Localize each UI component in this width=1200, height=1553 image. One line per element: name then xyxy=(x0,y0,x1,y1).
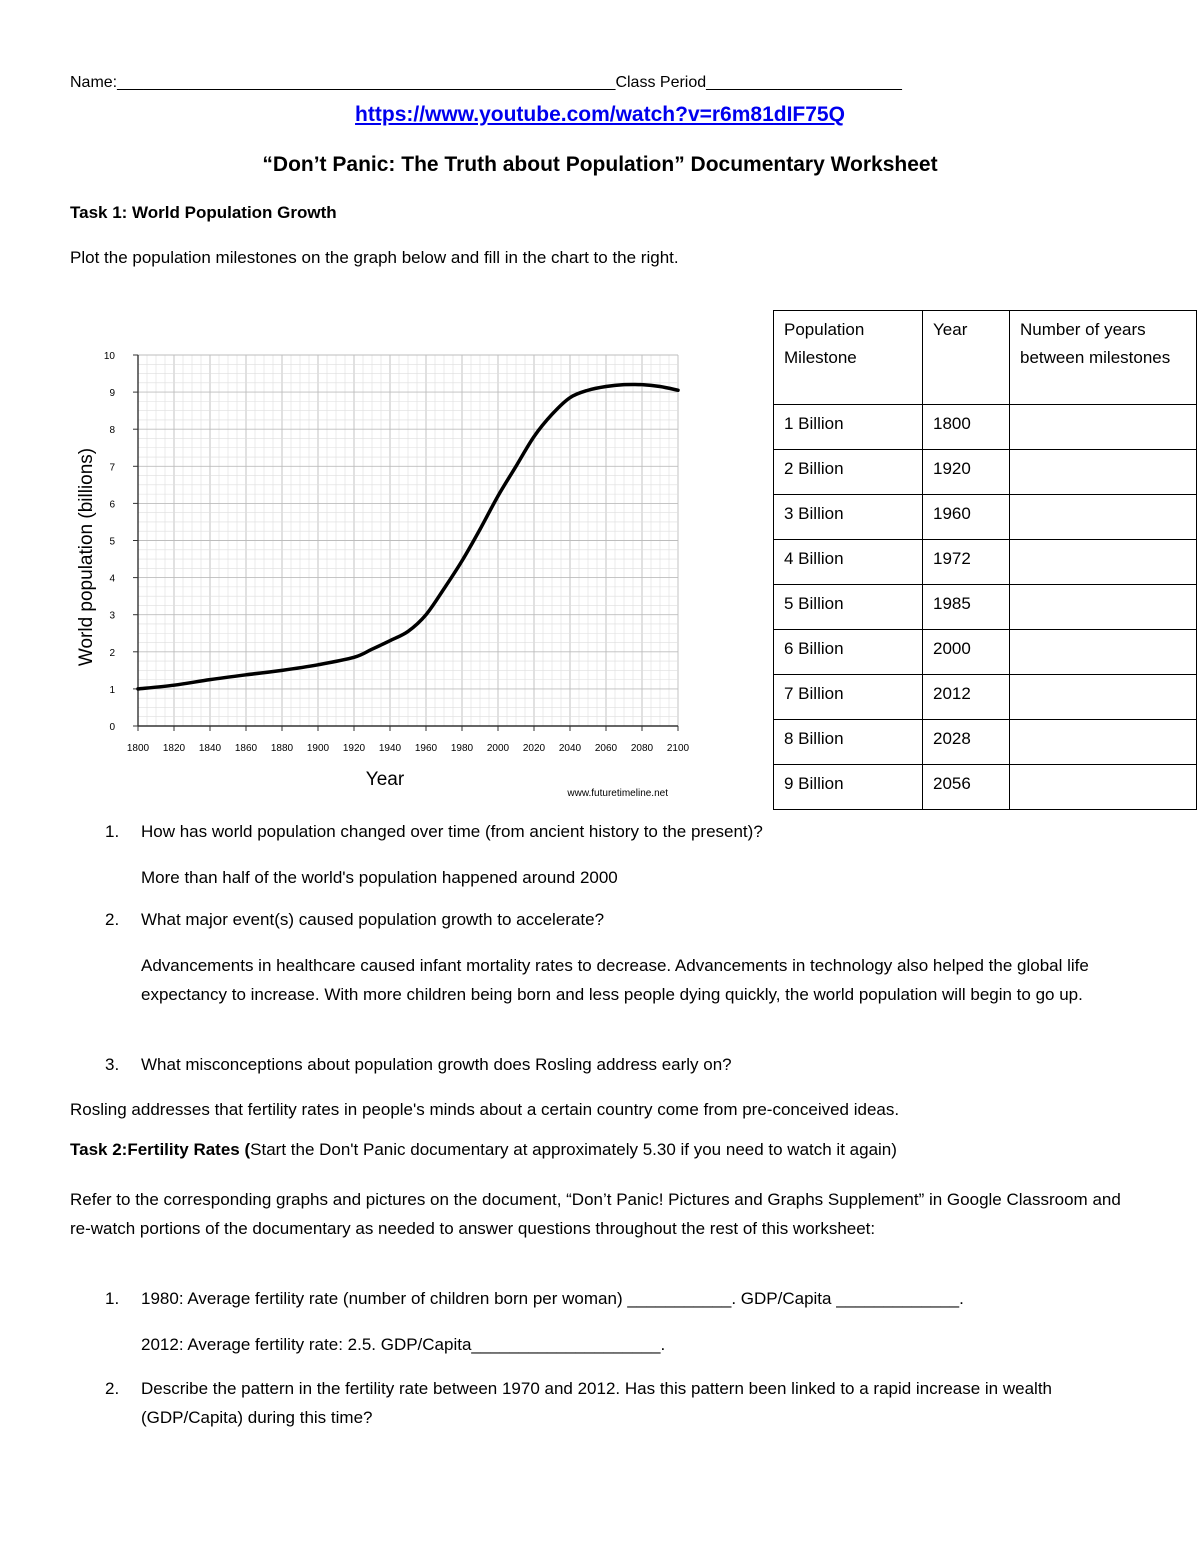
task2-question-2 xyxy=(105,1374,1135,1432)
y-tick-label: 4 xyxy=(109,573,115,585)
y-tick-label: 8 xyxy=(109,425,115,437)
table-row xyxy=(774,450,1197,495)
year-cell: 1960 xyxy=(923,495,1010,540)
question-number: 2. xyxy=(105,1379,120,1398)
x-tick-label: 2060 xyxy=(594,743,618,754)
question-2 xyxy=(105,910,604,930)
years-between-input-cell[interactable] xyxy=(1010,765,1197,810)
x-tick-label: 1820 xyxy=(162,743,186,754)
years-between-input-cell[interactable] xyxy=(1010,495,1197,540)
table-header-row xyxy=(774,311,1197,405)
x-tick-label: 2080 xyxy=(630,743,654,754)
x-tick-label: 1800 xyxy=(126,743,150,754)
years-between-input-cell[interactable] xyxy=(1010,405,1197,450)
x-tick-label: 1980 xyxy=(450,743,474,754)
question-number: 1. xyxy=(105,1289,120,1308)
answer-1[interactable]: More than half of the world's population happened around 2000 xyxy=(141,868,618,887)
year-cell: 1972 xyxy=(923,540,1010,585)
table-row xyxy=(774,765,1197,810)
question-text[interactable]: 1980: Average fertility rate (number of children born per woman) ___________. GDP/Capita _____________. xyxy=(141,1289,964,1308)
year-cell: 2028 xyxy=(923,720,1010,765)
task2-intro: Refer to the corresponding graphs and pictures on the document, “Don’t Panic! Pictures and Graphs Supplement” in Google Classroom and re-watch portions of the documentary as needed to answer questions throughout the rest of this worksheet: xyxy=(70,1190,1121,1238)
y-axis-label: World population (billions) xyxy=(76,447,97,667)
y-tick-label: 1 xyxy=(109,684,115,696)
table-row xyxy=(774,540,1197,585)
year-cell: 1800 xyxy=(923,405,1010,450)
year-cell: 1985 xyxy=(923,585,1010,630)
x-tick-label: 1880 xyxy=(270,743,294,754)
name-class-period-line[interactable]: Name:________________________________________________________Class Period______________________ xyxy=(70,74,902,91)
chart-credit: www.futuretimeline.net xyxy=(567,788,668,799)
header-years-between: Number of years between milestones xyxy=(1010,311,1197,405)
y-tick-label: 0 xyxy=(109,722,115,733)
population-chart-svg xyxy=(70,345,690,805)
years-between-input-cell[interactable] xyxy=(1010,585,1197,630)
page-title: “Don’t Panic: The Truth about Population” Documentary Worksheet xyxy=(262,153,938,176)
years-between-input-cell[interactable] xyxy=(1010,630,1197,675)
x-tick-label: 1860 xyxy=(234,743,258,754)
x-tick-label: 1920 xyxy=(342,743,366,754)
question-text: What misconceptions about population growth does Rosling address early on? xyxy=(141,1055,732,1074)
x-tick-label: 2000 xyxy=(486,743,510,754)
task2-heading-bold: Task 2:Fertility Rates ( xyxy=(70,1140,251,1159)
table-row xyxy=(774,630,1197,675)
header-year: Year xyxy=(923,311,1010,405)
years-between-input-cell[interactable] xyxy=(1010,450,1197,495)
table-row xyxy=(774,405,1197,450)
milestone-cell: 6 Billion xyxy=(774,630,923,675)
question-number: 3. xyxy=(105,1055,120,1074)
milestone-cell: 9 Billion xyxy=(774,765,923,810)
question-number: 2. xyxy=(105,910,120,929)
y-tick-label: 5 xyxy=(109,536,115,548)
x-tick-label: 1840 xyxy=(198,743,222,754)
task2-heading xyxy=(70,1140,897,1160)
task1-heading: Task 1: World Population Growth xyxy=(70,203,337,222)
answer-3[interactable]: Rosling addresses that fertility rates in people's minds about a certain country come from pre-conceived ideas. xyxy=(70,1100,900,1119)
milestone-cell: 4 Billion xyxy=(774,540,923,585)
question-text: How has world population changed over time (from ancient history to the present)? xyxy=(141,822,763,841)
x-tick-label: 2020 xyxy=(522,743,546,754)
y-tick-label: 10 xyxy=(103,351,115,362)
task2-question-1-subline[interactable]: 2012: Average fertility rate: 2.5. GDP/Capita____________________. xyxy=(141,1335,666,1354)
question-text: What major event(s) caused population growth to accelerate? xyxy=(141,910,605,929)
x-tick-label: 1900 xyxy=(306,743,330,754)
table-row xyxy=(774,720,1197,765)
task2-question-1 xyxy=(105,1289,964,1309)
milestone-cell: 1 Billion xyxy=(774,405,923,450)
milestone-cell: 2 Billion xyxy=(774,450,923,495)
years-between-input-cell[interactable] xyxy=(1010,720,1197,765)
years-between-input-cell[interactable] xyxy=(1010,540,1197,585)
y-tick-label: 7 xyxy=(109,462,115,474)
question-number: 1. xyxy=(105,822,120,841)
table-row xyxy=(774,495,1197,540)
x-tick-label: 1940 xyxy=(378,743,402,754)
milestone-cell: 5 Billion xyxy=(774,585,923,630)
population-chart xyxy=(70,345,690,805)
task1-instruction: Plot the population milestones on the graph below and fill in the chart to the right. xyxy=(70,248,679,267)
task2-heading-note: Start the Don't Panic documentary at approximately 5.30 if you need to watch it again) xyxy=(250,1140,897,1159)
year-cell: 2000 xyxy=(923,630,1010,675)
x-axis-label: Year xyxy=(365,769,405,790)
question-1 xyxy=(105,822,763,842)
milestone-cell: 7 Billion xyxy=(774,675,923,720)
y-tick-label: 2 xyxy=(109,647,115,659)
x-tick-label: 1960 xyxy=(414,743,438,754)
y-tick-label: 6 xyxy=(109,499,115,511)
table-row xyxy=(774,675,1197,720)
header-milestone: Population Milestone xyxy=(774,311,923,405)
table-row xyxy=(774,585,1197,630)
years-between-input-cell[interactable] xyxy=(1010,675,1197,720)
chart-grid xyxy=(138,355,678,726)
x-tick-label: 2040 xyxy=(558,743,582,754)
milestone-cell: 3 Billion xyxy=(774,495,923,540)
year-cell: 2056 xyxy=(923,765,1010,810)
year-cell: 1920 xyxy=(923,450,1010,495)
x-tick-label: 2100 xyxy=(666,743,690,754)
y-tick-label: 3 xyxy=(109,610,115,622)
year-cell: 2012 xyxy=(923,675,1010,720)
question-3 xyxy=(105,1055,732,1075)
milestone-table xyxy=(773,310,1197,810)
video-link[interactable]: https://www.youtube.com/watch?v=r6m81dIF75Q xyxy=(355,103,845,126)
question-text: Describe the pattern in the fertility rate between 1970 and 2012. Has this pattern been linked to a rapid increase in wealth (GDP/Capita) during this time? xyxy=(141,1379,1053,1427)
y-tick-label: 9 xyxy=(109,388,115,400)
answer-2[interactable]: Advancements in healthcare caused infant mortality rates to decrease. Advancements in technology also helped the global life expectancy to increase. With more children being born and less people dying quickly, the world population will begin to go up. xyxy=(141,956,1089,1004)
milestone-cell: 8 Billion xyxy=(774,720,923,765)
